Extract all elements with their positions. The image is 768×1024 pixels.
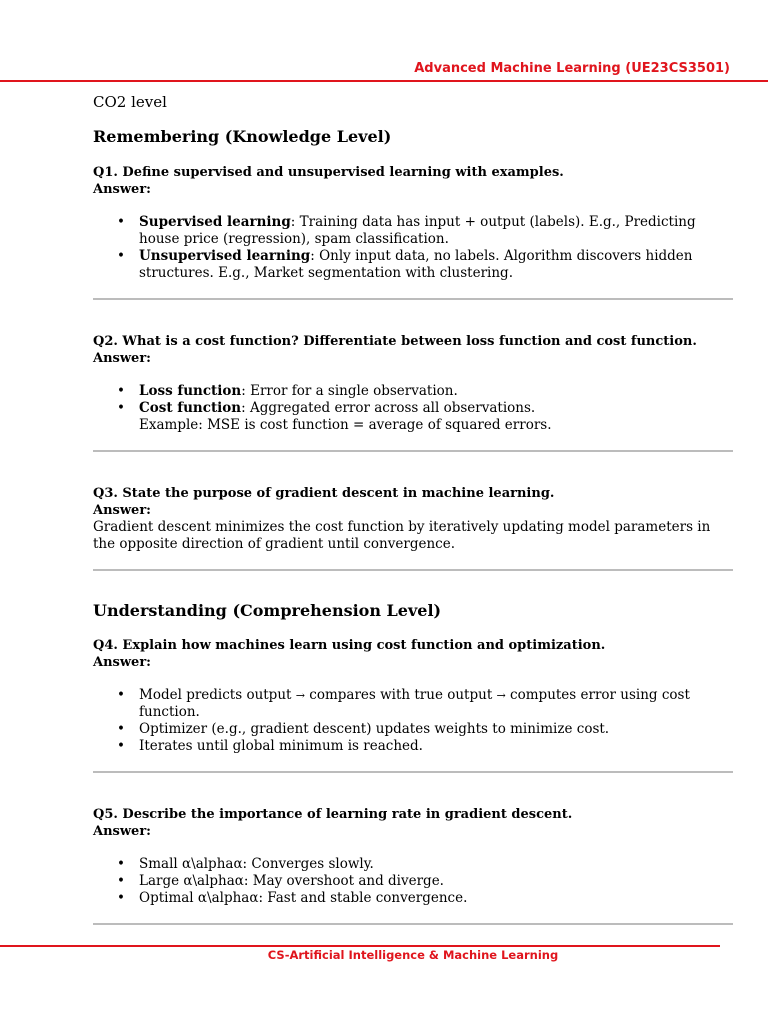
- answer-paragraph-3: Gradient descent minimizes the cost function by iteratively updating model parameters in the opposite direction of gradient until convergence.: [93, 519, 711, 552]
- answer-label-4: Answer:: [93, 655, 151, 670]
- answer-label-1: Answer:: [93, 182, 151, 197]
- list-item: [139, 687, 733, 721]
- answer-list-5: [93, 856, 733, 907]
- list-item: [139, 383, 733, 400]
- list-item: [139, 214, 733, 248]
- question-5: Q5. Describe the importance of learning rate in gradient descent.: [93, 807, 573, 822]
- definition: : Aggregated error across all observations.: [241, 400, 536, 416]
- arrow-right-icon: →: [295, 689, 305, 702]
- footer-department: CS-Artificial Intelligence & Machine Learning: [267, 948, 559, 962]
- term: Cost function: [139, 400, 242, 416]
- text-part: computes error using cost function.: [139, 687, 690, 720]
- document-body: [93, 93, 733, 925]
- definition: : Only input data, no labels. Algorithm discovers hidden structures. E.g., Market segmentation with clustering.: [139, 248, 693, 281]
- level-label: CO2 level: [93, 93, 167, 111]
- question-2: Q2. What is a cost function? Differentiate between loss function and cost function.: [93, 334, 697, 349]
- definition: : Training data has input + output (labels). E.g., Predicting house price (regression), spam classification.: [139, 214, 696, 247]
- list-item: • Iterates until global minimum is reached.: [139, 738, 733, 755]
- answer-label-3: Answer:: [93, 503, 151, 518]
- divider: [93, 771, 733, 773]
- footer-divider: [0, 945, 720, 947]
- list-item: [139, 248, 733, 282]
- answer-list-1: [93, 214, 733, 282]
- text-part: Model predicts output: [139, 687, 296, 703]
- section-title-understanding: Understanding (Comprehension Level): [93, 601, 442, 620]
- term: Supervised learning: [139, 214, 291, 230]
- list-item: • Small α\alphaα: Converges slowly.: [139, 856, 733, 873]
- answer-label-5: Answer:: [93, 824, 151, 839]
- divider: [93, 569, 733, 571]
- section-title-remembering: Remembering (Knowledge Level): [93, 127, 392, 146]
- list-item: • Optimizer (e.g., gradient descent) updates weights to minimize cost.: [139, 721, 733, 738]
- divider: [93, 450, 733, 452]
- text-part: compares with true output: [304, 687, 497, 703]
- definition: : Error for a single observation.: [241, 383, 458, 399]
- answer-label-2: Answer:: [93, 351, 151, 366]
- term: Unsupervised learning: [139, 248, 311, 264]
- arrow-right-icon: →: [496, 689, 506, 702]
- list-item: • Optimal α\alphaα: Fast and stable convergence.: [139, 890, 733, 907]
- answer-list-2: [93, 383, 733, 434]
- question-4: Q4. Explain how machines learn using cost function and optimization.: [93, 638, 606, 653]
- list-item: [139, 400, 733, 434]
- header-course-title: Advanced Machine Learning (UE23CS3501): [414, 61, 730, 76]
- divider: [93, 298, 733, 300]
- example-text: Example: MSE is cost function = average of squared errors.: [139, 417, 552, 433]
- list-item: • Large α\alphaα: May overshoot and diverge.: [139, 873, 733, 890]
- answer-list-4: [93, 687, 733, 755]
- term: Loss function: [139, 383, 242, 399]
- question-3: Q3. State the purpose of gradient descent in machine learning.: [93, 486, 555, 501]
- header-divider: [0, 80, 768, 82]
- divider: [93, 923, 733, 925]
- question-1: Q1. Define supervised and unsupervised learning with examples.: [93, 165, 564, 180]
